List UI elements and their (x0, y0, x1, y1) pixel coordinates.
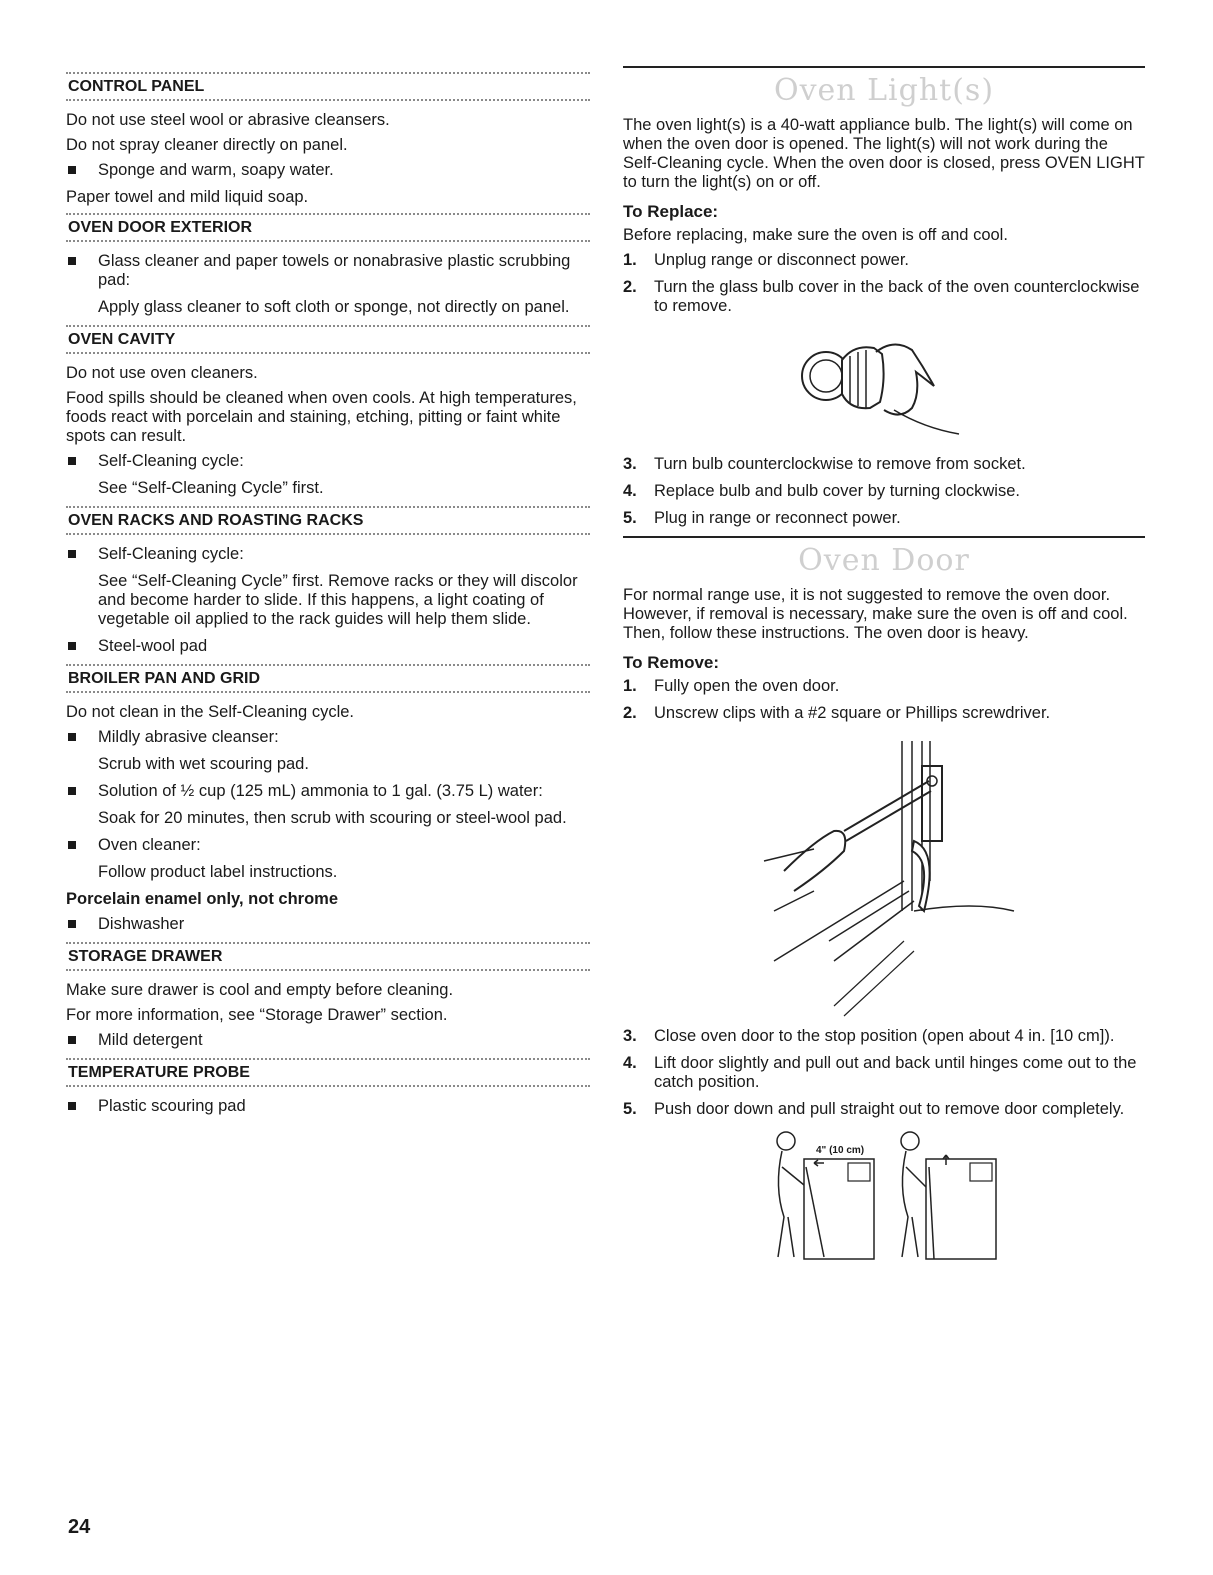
bullet-item: Mild detergent (66, 1031, 590, 1050)
text-line: Food spills should be cleaned when oven cools. At high temperatures, foods react with porcelain and staining, etching, pitting or faint white spots can result. (66, 389, 577, 445)
section-header-oven-racks: OVEN RACKS AND ROASTING RACKS (66, 506, 590, 535)
section-rule (623, 536, 1145, 538)
bullet-square-icon (68, 166, 76, 174)
bullet-square-icon (68, 1102, 76, 1110)
sub-text: Scrub with wet scouring pad. (98, 755, 309, 773)
door-gap-label: 4" (10 cm) (816, 1145, 865, 1156)
door-removal-drawing (764, 1127, 1004, 1267)
section-header-oven-cavity: OVEN CAVITY (66, 325, 590, 354)
sub-text: Apply glass cleaner to soft cloth or sponge, not directly on panel. (98, 298, 570, 316)
step-item: 2. Unscrew clips with a #2 square or Phillips screwdriver. (623, 704, 1051, 722)
text-line: Do not use oven cleaners. (66, 364, 258, 382)
section-header-storage-drawer: STORAGE DRAWER (66, 942, 590, 971)
bullet-item: Sponge and warm, soapy water. (66, 161, 590, 180)
step-item: 1. Unplug range or disconnect power. (623, 251, 909, 269)
bullet-item: Steel-wool pad (66, 637, 590, 656)
text-line: Paper towel and mild liquid soap. (66, 188, 309, 206)
bullet-square-icon (68, 1036, 76, 1044)
text-line: Make sure drawer is cool and empty before cleaning. (66, 981, 454, 999)
intro-text: For normal range use, it is not suggested to remove the oven door. However, if removal is necessary, make sure the oven is off and cool. Then, follow these instructions. The oven door is heavy. (623, 586, 1128, 642)
section-header-oven-door-exterior: OVEN DOOR EXTERIOR (66, 213, 590, 242)
step-item: 3. Close oven door to the stop position (open about 4 in. [10 cm]). (623, 1027, 1115, 1045)
text-line: Before replacing, make sure the oven is off and cool. (623, 226, 1008, 244)
section-header-control-panel: CONTROL PANEL (66, 72, 590, 101)
right-column (623, 66, 1145, 1267)
step-item: 4. Lift door slightly and pull out and back until hinges come out to the catch position. (623, 1054, 1137, 1091)
bullet-item: Glass cleaner and paper towels or nonabrasive plastic scrubbing pad: (66, 252, 590, 290)
bullet-item: Oven cleaner: (66, 836, 590, 855)
to-replace-heading: To Replace: (623, 202, 719, 221)
step-item: 2. Turn the glass bulb cover in the back of the oven counterclockwise to remove. (623, 278, 1140, 315)
to-remove-heading: To Remove: (623, 653, 720, 672)
sub-text: Soak for 20 minutes, then scrub with scouring or steel-wool pad. (98, 809, 567, 827)
step-item: 1. Fully open the oven door. (623, 677, 840, 695)
bullet-square-icon (68, 642, 76, 650)
step-item: 3. Turn bulb counterclockwise to remove from socket. (623, 455, 1026, 473)
step-item: 5. Push door down and pull straight out to remove door completely. (623, 1100, 1125, 1118)
bullet-item: Dishwasher (66, 915, 590, 934)
bold-subheading: Porcelain enamel only, not chrome (66, 890, 339, 908)
step-item: 4. Replace bulb and bulb cover by turning clockwise. (623, 482, 1020, 500)
bullet-square-icon (68, 920, 76, 928)
bullet-square-icon (68, 787, 76, 795)
screwdriver-hinge-illustration (734, 731, 1034, 1021)
intro-text: The oven light(s) is a 40-watt appliance bulb. The light(s) will come on when the oven door is opened. The light(s) will not work during the Self-Cleaning cycle. When the oven door is closed, press OVEN LIGHT to turn the light(s) on or off. (623, 116, 1145, 191)
bullet-square-icon (68, 550, 76, 558)
bullet-item: Plastic scouring pad (66, 1097, 590, 1116)
door-removal-illustration (764, 1127, 1004, 1267)
text-line: Do not use steel wool or abrasive cleansers. (66, 111, 390, 129)
section-rule (623, 66, 1145, 68)
section-title-oven-lights: Oven Light(s) (773, 73, 995, 108)
text-line: For more information, see “Storage Drawer” section. (66, 1006, 448, 1024)
bullet-square-icon (68, 257, 76, 265)
bullet-square-icon (68, 733, 76, 741)
text-line: Do not spray cleaner directly on panel. (66, 136, 348, 154)
bullet-item: Self-Cleaning cycle: (66, 452, 590, 471)
bullet-item: Mildly abrasive cleanser: (66, 728, 590, 747)
sub-text: See “Self-Cleaning Cycle” first. (98, 479, 324, 497)
section-title-oven-door: Oven Door (798, 543, 970, 578)
bulb-cover-illustration (784, 324, 984, 449)
text-line: Do not clean in the Self-Cleaning cycle. (66, 703, 354, 721)
bullet-item: Self-Cleaning cycle: (66, 545, 590, 564)
page-number: 24 (68, 1516, 91, 1538)
section-header-temperature-probe: TEMPERATURE PROBE (66, 1058, 590, 1087)
sub-text: See “Self-Cleaning Cycle” first. Remove racks or they will discolor and become harder to slide. If this happens, a light coating of vegetable oil applied to the rack guides will help them slide. (98, 572, 578, 628)
bullet-square-icon (68, 457, 76, 465)
bullet-square-icon (68, 841, 76, 849)
step-item: 5. Plug in range or reconnect power. (623, 509, 901, 527)
bullet-item: Solution of ½ cup (125 mL) ammonia to 1 gal. (3.75 L) water: (66, 782, 590, 801)
section-header-broiler: BROILER PAN AND GRID (66, 664, 590, 693)
sub-text: Follow product label instructions. (98, 863, 338, 881)
left-column (66, 66, 590, 1124)
